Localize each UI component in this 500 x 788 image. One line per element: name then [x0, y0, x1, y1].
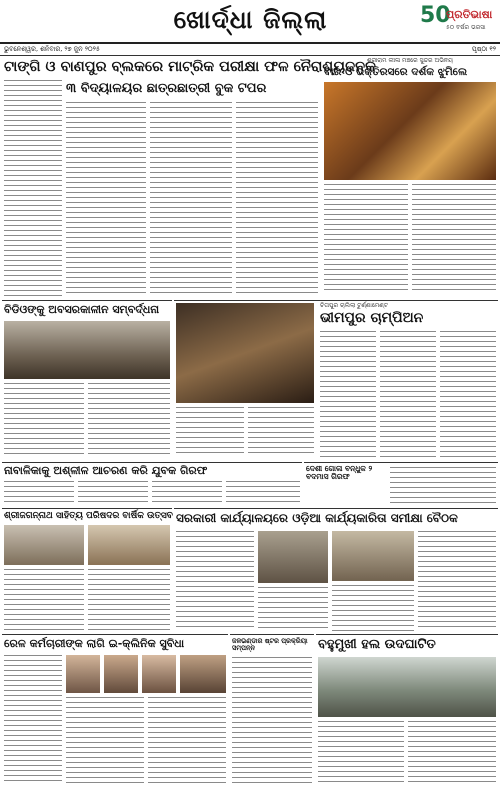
- article-body-col-1: [176, 407, 244, 457]
- article-body-col-1: [4, 383, 84, 457]
- felicitation-photo: [4, 321, 170, 379]
- article-headline: ରେଳ କର୍ମଚାରୀଙ୍କ ଲାଗି ଇ-କ୍ଲିନିକ ସୁବିଧା: [4, 637, 185, 650]
- article-literary-society: [2, 508, 172, 632]
- article-water-reservoir: [230, 634, 314, 786]
- article-eclinic: [2, 634, 228, 786]
- article-body: [232, 657, 312, 785]
- article-tournament: [174, 300, 498, 460]
- article-ramlila: [322, 58, 498, 298]
- article-body-col-5: [440, 331, 496, 457]
- logo-number: 50: [420, 3, 451, 28]
- article-body-col-2: [88, 569, 170, 631]
- article-body: [390, 467, 496, 505]
- article-body-col-2: [248, 407, 314, 457]
- article-body-col-1: [324, 184, 408, 294]
- article-multipurpose-hall: [316, 634, 498, 786]
- ramlila-photo: [324, 82, 496, 180]
- dateline: [0, 44, 500, 56]
- article-body-col-3: [332, 585, 414, 631]
- article-body-col-1: [4, 481, 74, 505]
- newspaper-logo: [420, 4, 498, 40]
- article-headline: ଭୀମପୁର ଚାମ୍ପିଅନ: [320, 310, 424, 326]
- article-body-col-2: [88, 383, 170, 457]
- article-body-col-3: [148, 697, 226, 785]
- article-kicker: ଶ୍ରୀରାମ ଲୀଳା ମଞ୍ଚରେ ସୁନ୍ଦର ଅଭିନୟ: [366, 57, 453, 64]
- logo-name: ପ୍ରତିଭାଷା: [446, 8, 493, 21]
- article-body-col-2: [66, 102, 146, 296]
- article-headline: ବହୁମୁଖୀ ହଲ ଉଦଘାଟିତ: [318, 637, 436, 652]
- article-odia-review-meeting: [174, 508, 498, 632]
- article-body-col-1: [4, 655, 62, 785]
- article-headline: ଦେଶୀ ଗୋଳା ବନ୍ଧୁକ ୨ ବଦମାସ ଗିରଫ: [306, 464, 373, 481]
- page-title: ଖୋର୍ଦ୍ଧା ଜିଲ୍ଲା: [168, 6, 333, 34]
- article-arrest-youth: [2, 462, 302, 506]
- logo-tagline: ୫୦ ବର୍ଷର ଭରସା: [446, 24, 486, 31]
- date-text: ଭୁବନେଶ୍ୱର, ଶନିବାର, ୨୭ ଜୁନ ୨୦୨୫: [4, 45, 100, 53]
- article-body-col-2: [78, 481, 148, 505]
- page-number: ପୃଷ୍ଠା ୧୨: [471, 45, 496, 53]
- article-headline: ନାବାଳିକାକୁ ଅଶ୍ଳୀଳ ଆଚରଣ କରି ଯୁବକ ଗିରଫ: [4, 464, 208, 477]
- article-exam-results: [2, 58, 376, 298]
- trophy-photo: [176, 303, 314, 403]
- hall-inauguration-photo: [318, 657, 496, 717]
- article-subhead: ୩ ବିଦ୍ୟାଳୟର ଛାତ୍ରଛାତ୍ରୀ ବୁକ ଟପର: [66, 81, 267, 96]
- article-body-col-4: [380, 331, 436, 457]
- event-photo-1: [4, 525, 84, 565]
- meeting-photo-2: [332, 531, 414, 581]
- article-headline: ବିଡିଓଙ୍କୁ ଅବସରକାଳୀନ ସମ୍ବର୍ଦ୍ଧନା: [4, 303, 160, 316]
- article-headline: ବାର ଓ ଭକ୍ତିରସରେ ଦର୍ଶକ ଝୁମିଲେ: [324, 66, 468, 78]
- article-body-col-2: [66, 697, 144, 785]
- article-headline: ଜଳଭଣ୍ଡାର ଷ୍ଟର ପ୍ରକ୍ରିୟା ସମ୍ପନ୍ନ: [232, 637, 308, 652]
- article-body-col-4: [236, 102, 318, 296]
- article-body-col-4: [418, 531, 496, 631]
- article-body-col-3: [152, 481, 222, 505]
- article-headline: ଶ୍ରୀଜଗନ୍ନାଥ ସାହିତ୍ୟ ପରିଷଦର ବାର୍ଷିକ ଉତ୍ସବ: [4, 511, 173, 521]
- article-body-col-2: [412, 184, 496, 294]
- article-body-col-1: [4, 569, 84, 631]
- portrait-4: [180, 655, 226, 693]
- article-headline: ସରକାରୀ କାର୍ଯ୍ୟାଳୟରେ ଓଡ଼ିଆ କାର୍ଯ୍ୟକାରିତା ସମୀକ୍ଷା ବୈଠକ: [176, 511, 458, 525]
- article-kicker: ଚିତାପୁର ଚାଲିଲା ଟୁର୍ଣ୍ଣାମେଣ୍ଟ: [320, 302, 389, 309]
- masthead: [0, 0, 500, 44]
- article-body-col-1: [318, 721, 404, 785]
- portrait-1: [66, 655, 100, 693]
- article-bdo-felicitation: [2, 300, 172, 460]
- article-body-col-2: [408, 721, 496, 785]
- article-body-col-1: [176, 531, 254, 631]
- portrait-2: [104, 655, 138, 693]
- portrait-3: [142, 655, 176, 693]
- article-body-col-3: [320, 331, 376, 457]
- meeting-photo: [258, 531, 328, 583]
- event-photo-2: [88, 525, 170, 565]
- article-body-col-4: [226, 481, 300, 505]
- article-body-col-3: [150, 102, 232, 296]
- article-body-col-1: [4, 80, 62, 296]
- article-gun-arrest: [304, 462, 498, 506]
- article-body-col-2: [258, 587, 328, 631]
- article-headline: ଟାଙ୍ଗି ଓ ବାଣପୁର ବ୍ଲକରେ ମାଟ୍ରିକ ପରୀକ୍ଷା ଫଳ ନୈରାଶ୍ୟଜନକ: [4, 59, 376, 75]
